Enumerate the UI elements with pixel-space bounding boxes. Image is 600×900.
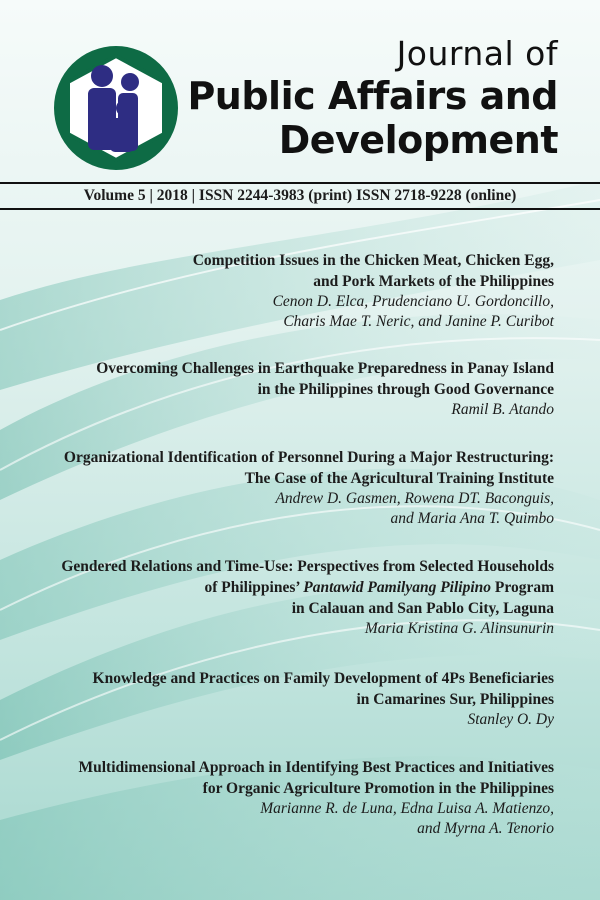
article-2 xyxy=(14,358,554,420)
article-4 xyxy=(14,556,554,639)
article-title-line: Overcoming Challenges in Earthquake Preparedness in Panay Island xyxy=(96,360,554,377)
article-authors xyxy=(14,400,554,420)
article-author-line: Charis Mae T. Neric, and Janine P. Curibot xyxy=(283,313,554,330)
title-text: of Philippines’ xyxy=(204,579,304,596)
article-title xyxy=(14,358,554,400)
article-title xyxy=(14,556,554,619)
journal-logo-icon xyxy=(50,42,182,174)
article-author-line: Andrew D. Gasmen, Rowena DT. Baconguis, xyxy=(275,490,554,507)
article-1 xyxy=(14,250,554,332)
article-title-line: in Calauan and San Pablo City, Laguna xyxy=(291,600,554,617)
divider-bottom xyxy=(0,208,600,210)
article-3 xyxy=(14,447,554,529)
article-title xyxy=(14,757,554,799)
program-name: Pantawid Pamilyang Pilipino xyxy=(303,579,492,596)
article-5 xyxy=(14,668,554,730)
article-authors xyxy=(14,619,554,639)
article-title xyxy=(14,250,554,292)
article-title-line: Multidimensional Approach in Identifying Best Practices and Initiatives xyxy=(78,759,554,776)
article-author-line: Maria Kristina G. Alinsunurin xyxy=(364,620,554,637)
article-author-line: and Maria Ana T. Quimbo xyxy=(390,510,554,527)
article-title-line: Competition Issues in the Chicken Meat, Chicken Egg, xyxy=(192,252,554,269)
issue-info: Volume 5 | 2018 | ISSN 2244-3983 (print) ISSN 2718-9228 (online) xyxy=(83,187,517,204)
divider-top xyxy=(0,182,600,184)
article-title xyxy=(14,668,554,710)
article-title-line: for Organic Agriculture Promotion in the Philippines xyxy=(202,780,554,797)
article-title-line: in the Philippines through Good Governance xyxy=(257,381,554,398)
article-authors xyxy=(14,292,554,332)
journal-title-block xyxy=(187,34,558,162)
article-authors xyxy=(14,710,554,730)
article-title-line: Gendered Relations and Time-Use: Perspectives from Selected Households xyxy=(61,558,554,575)
journal-title-line2: Public Affairs and xyxy=(187,74,558,118)
article-author-line: Cenon D. Elca, Prudenciano U. Gordoncillo, xyxy=(272,293,554,310)
article-author-line: Marianne R. de Luna, Edna Luisa A. Matienzo, xyxy=(260,800,554,817)
article-title-line: Organizational Identification of Personnel During a Major Restructuring: xyxy=(63,449,554,466)
article-6 xyxy=(14,757,554,839)
article-authors xyxy=(14,489,554,529)
article-author-line: Stanley O. Dy xyxy=(467,711,554,728)
article-author-line: Ramil B. Atando xyxy=(451,401,554,418)
article-title-line: and Pork Markets of the Philippines xyxy=(313,273,554,290)
journal-title-line3: Development xyxy=(278,118,558,162)
article-title-line: Knowledge and Practices on Family Development of 4Ps Beneficiaries xyxy=(92,670,554,687)
article-authors xyxy=(14,799,554,839)
article-title-line: in Camarines Sur, Philippines xyxy=(356,691,554,708)
journal-title-line1: Journal of xyxy=(396,34,558,73)
article-title-line xyxy=(14,577,554,598)
article-author-line: and Myrna A. Tenorio xyxy=(417,820,554,837)
article-title xyxy=(14,447,554,489)
title-text: Program xyxy=(491,579,554,596)
article-title-line: The Case of the Agricultural Training Institute xyxy=(244,470,554,487)
